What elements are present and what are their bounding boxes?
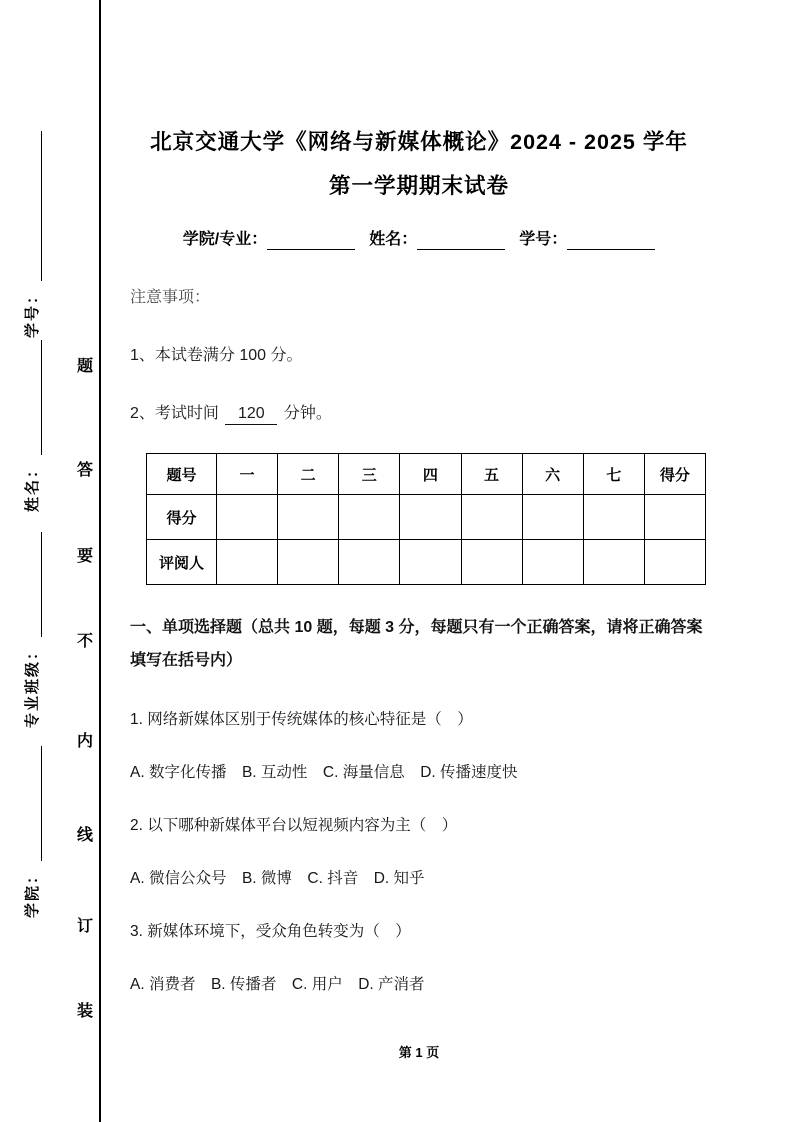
binding-char: 订	[76, 918, 93, 935]
question-3-options: A. 消费者 B. 传播者 C. 用户 D. 产消者	[130, 976, 425, 993]
score-table-reviewer-row	[147, 540, 706, 585]
score-cell	[339, 495, 400, 540]
section1-heading: 一、单项选择题（总共 10 题，每题 3 分，每题只有一个正确答案，请将正确答案填写在括号内）	[130, 619, 703, 669]
binding-char: 线	[76, 827, 93, 844]
question-1-text: 1. 网络新媒体区别于传统媒体的核心特征是（ ）	[130, 711, 473, 728]
name-field	[369, 230, 505, 250]
score-cell	[583, 495, 644, 540]
binding-char: 要	[76, 548, 93, 565]
note-exam-duration-value: 120	[225, 404, 277, 425]
margin-field-college-label: 学院：	[24, 866, 41, 918]
reviewer-cell	[583, 540, 644, 585]
score-table-header-cell: 三	[339, 454, 400, 495]
score-table-header-row	[147, 454, 706, 495]
margin-field-name	[22, 340, 42, 512]
reviewer-cell	[217, 540, 278, 585]
margin-field-class-label: 专业班级：	[24, 642, 41, 728]
exam-title-line2: 第一学期期末试卷	[328, 174, 509, 198]
score-table-header-cell: 二	[278, 454, 339, 495]
score-table-header-cell: 一	[217, 454, 278, 495]
score-table	[146, 453, 706, 585]
binding-char: 答	[76, 462, 93, 479]
student-id-label: 学号：	[519, 231, 568, 248]
student-id-blank	[567, 233, 655, 250]
college-major-label: 学院/专业：	[182, 231, 268, 248]
reviewer-row-label: 评阅人	[147, 540, 217, 585]
binding-char: 装	[76, 1003, 93, 1020]
binding-divider-line	[99, 0, 101, 1122]
margin-field-college-blank	[28, 746, 42, 861]
score-cell	[217, 495, 278, 540]
score-table-header-cell: 四	[400, 454, 461, 495]
student-id-field	[519, 230, 655, 250]
score-table-header-cell: 七	[583, 454, 644, 495]
score-row-label: 得分	[147, 495, 217, 540]
score-cell	[400, 495, 461, 540]
margin-field-college	[22, 746, 42, 918]
exam-title-line1: 北京交通大学《网络与新媒体概论》2024 - 2025 学年	[150, 130, 688, 154]
note-total-score: 1、本试卷满分 100 分。	[130, 347, 303, 364]
margin-field-student-id-label: 学号：	[24, 286, 41, 338]
margin-field-name-label: 姓名：	[24, 460, 41, 512]
note-exam-duration	[130, 404, 708, 425]
name-blank	[417, 233, 505, 250]
margin-field-class	[22, 532, 42, 728]
college-major-blank	[267, 233, 355, 250]
question-3-text: 3. 新媒体环境下，受众角色转变为（ ）	[130, 923, 411, 940]
notes-heading: 注意事项：	[130, 289, 211, 306]
score-table-header-cell: 题号	[147, 454, 217, 495]
reviewer-cell	[278, 540, 339, 585]
question-2-options: A. 微信公众号 B. 微博 C. 抖音 D. 知乎	[130, 870, 425, 887]
score-cell	[461, 495, 522, 540]
reviewer-cell	[400, 540, 461, 585]
score-cell	[278, 495, 339, 540]
reviewer-cell	[461, 540, 522, 585]
note-exam-duration-prefix: 2、考试时间	[130, 405, 219, 422]
reviewer-cell	[644, 540, 705, 585]
margin-field-student-id	[22, 131, 42, 338]
student-info-form	[130, 230, 708, 250]
score-cell	[522, 495, 583, 540]
question-1-options: A. 数字化传播 B. 互动性 C. 海量信息 D. 传播速度快	[130, 764, 518, 781]
binding-char: 题	[76, 358, 93, 375]
score-cell	[644, 495, 705, 540]
binding-char: 内	[76, 733, 93, 750]
score-table-header-cell: 六	[522, 454, 583, 495]
score-table-header-cell: 五	[461, 454, 522, 495]
note-exam-duration-suffix: 分钟。	[283, 405, 332, 422]
exam-content	[130, 0, 708, 995]
score-table-score-row	[147, 495, 706, 540]
margin-field-class-blank	[28, 532, 42, 637]
margin-field-student-id-blank	[28, 131, 42, 281]
reviewer-cell	[339, 540, 400, 585]
page-number: 第 1 页	[398, 1045, 440, 1060]
reviewer-cell	[522, 540, 583, 585]
name-label: 姓名：	[369, 231, 418, 248]
question-2-text: 2. 以下哪种新媒体平台以短视频内容为主（ ）	[130, 817, 458, 834]
score-table-header-cell: 得分	[644, 454, 705, 495]
margin-field-name-blank	[28, 340, 42, 455]
college-major-field	[183, 230, 355, 250]
binding-char: 不	[76, 633, 93, 650]
